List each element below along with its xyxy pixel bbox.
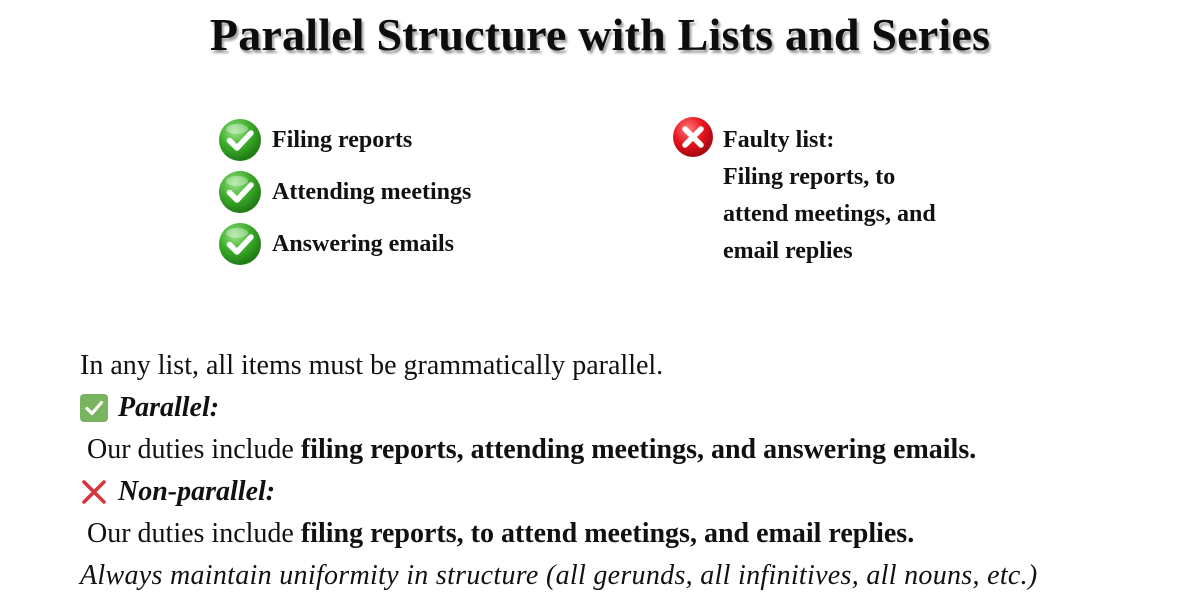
cross-mark-icon [80, 478, 108, 506]
parallel-label: Parallel: [118, 392, 220, 423]
list-item-label: Answering emails [272, 230, 454, 257]
check-box-icon [80, 394, 108, 422]
parallel-example-emphasis: filing reports, attending meetings, and answering emails. [300, 434, 977, 465]
non-parallel-example-lead: Our duties include [87, 518, 301, 549]
faulty-list-text [723, 122, 1023, 270]
faulty-list-heading: Faulty list: [723, 127, 835, 153]
page-title: Parallel Structure with Lists and Series [209, 9, 991, 60]
parallel-example [80, 429, 1180, 471]
faulty-list-line: Filing reports, to [723, 164, 896, 190]
uniformity-note: Always maintain uniformity in structure (all gerunds, all infinitives, all nouns, etc.) [80, 560, 1038, 591]
parallel-label-row [80, 387, 1180, 429]
non-parallel-label: Non-parallel: [118, 476, 276, 507]
non-parallel-example-emphasis: filing reports, to attend meetings, and email replies. [300, 518, 915, 549]
rule-text: In any list, all items must be grammatically parallel. [80, 350, 664, 381]
list-item-label: Attending meetings [272, 178, 472, 205]
faulty-list-line: email replies [723, 238, 853, 264]
faulty-list-line: attend meetings, and [723, 201, 936, 227]
non-parallel-label-row [80, 471, 1180, 513]
non-parallel-example [80, 513, 1180, 555]
correct-list [218, 114, 558, 270]
green-check-circle-icon [218, 222, 262, 266]
red-cross-circle-icon [672, 116, 714, 158]
list-item [218, 166, 558, 218]
list-item-label: Filing reports [272, 126, 413, 153]
green-check-circle-icon [218, 170, 262, 214]
green-check-circle-icon [218, 118, 262, 162]
list-item [218, 114, 558, 166]
explanation [80, 345, 1180, 597]
parallel-example-lead: Our duties include [87, 434, 301, 465]
list-item [218, 218, 558, 270]
